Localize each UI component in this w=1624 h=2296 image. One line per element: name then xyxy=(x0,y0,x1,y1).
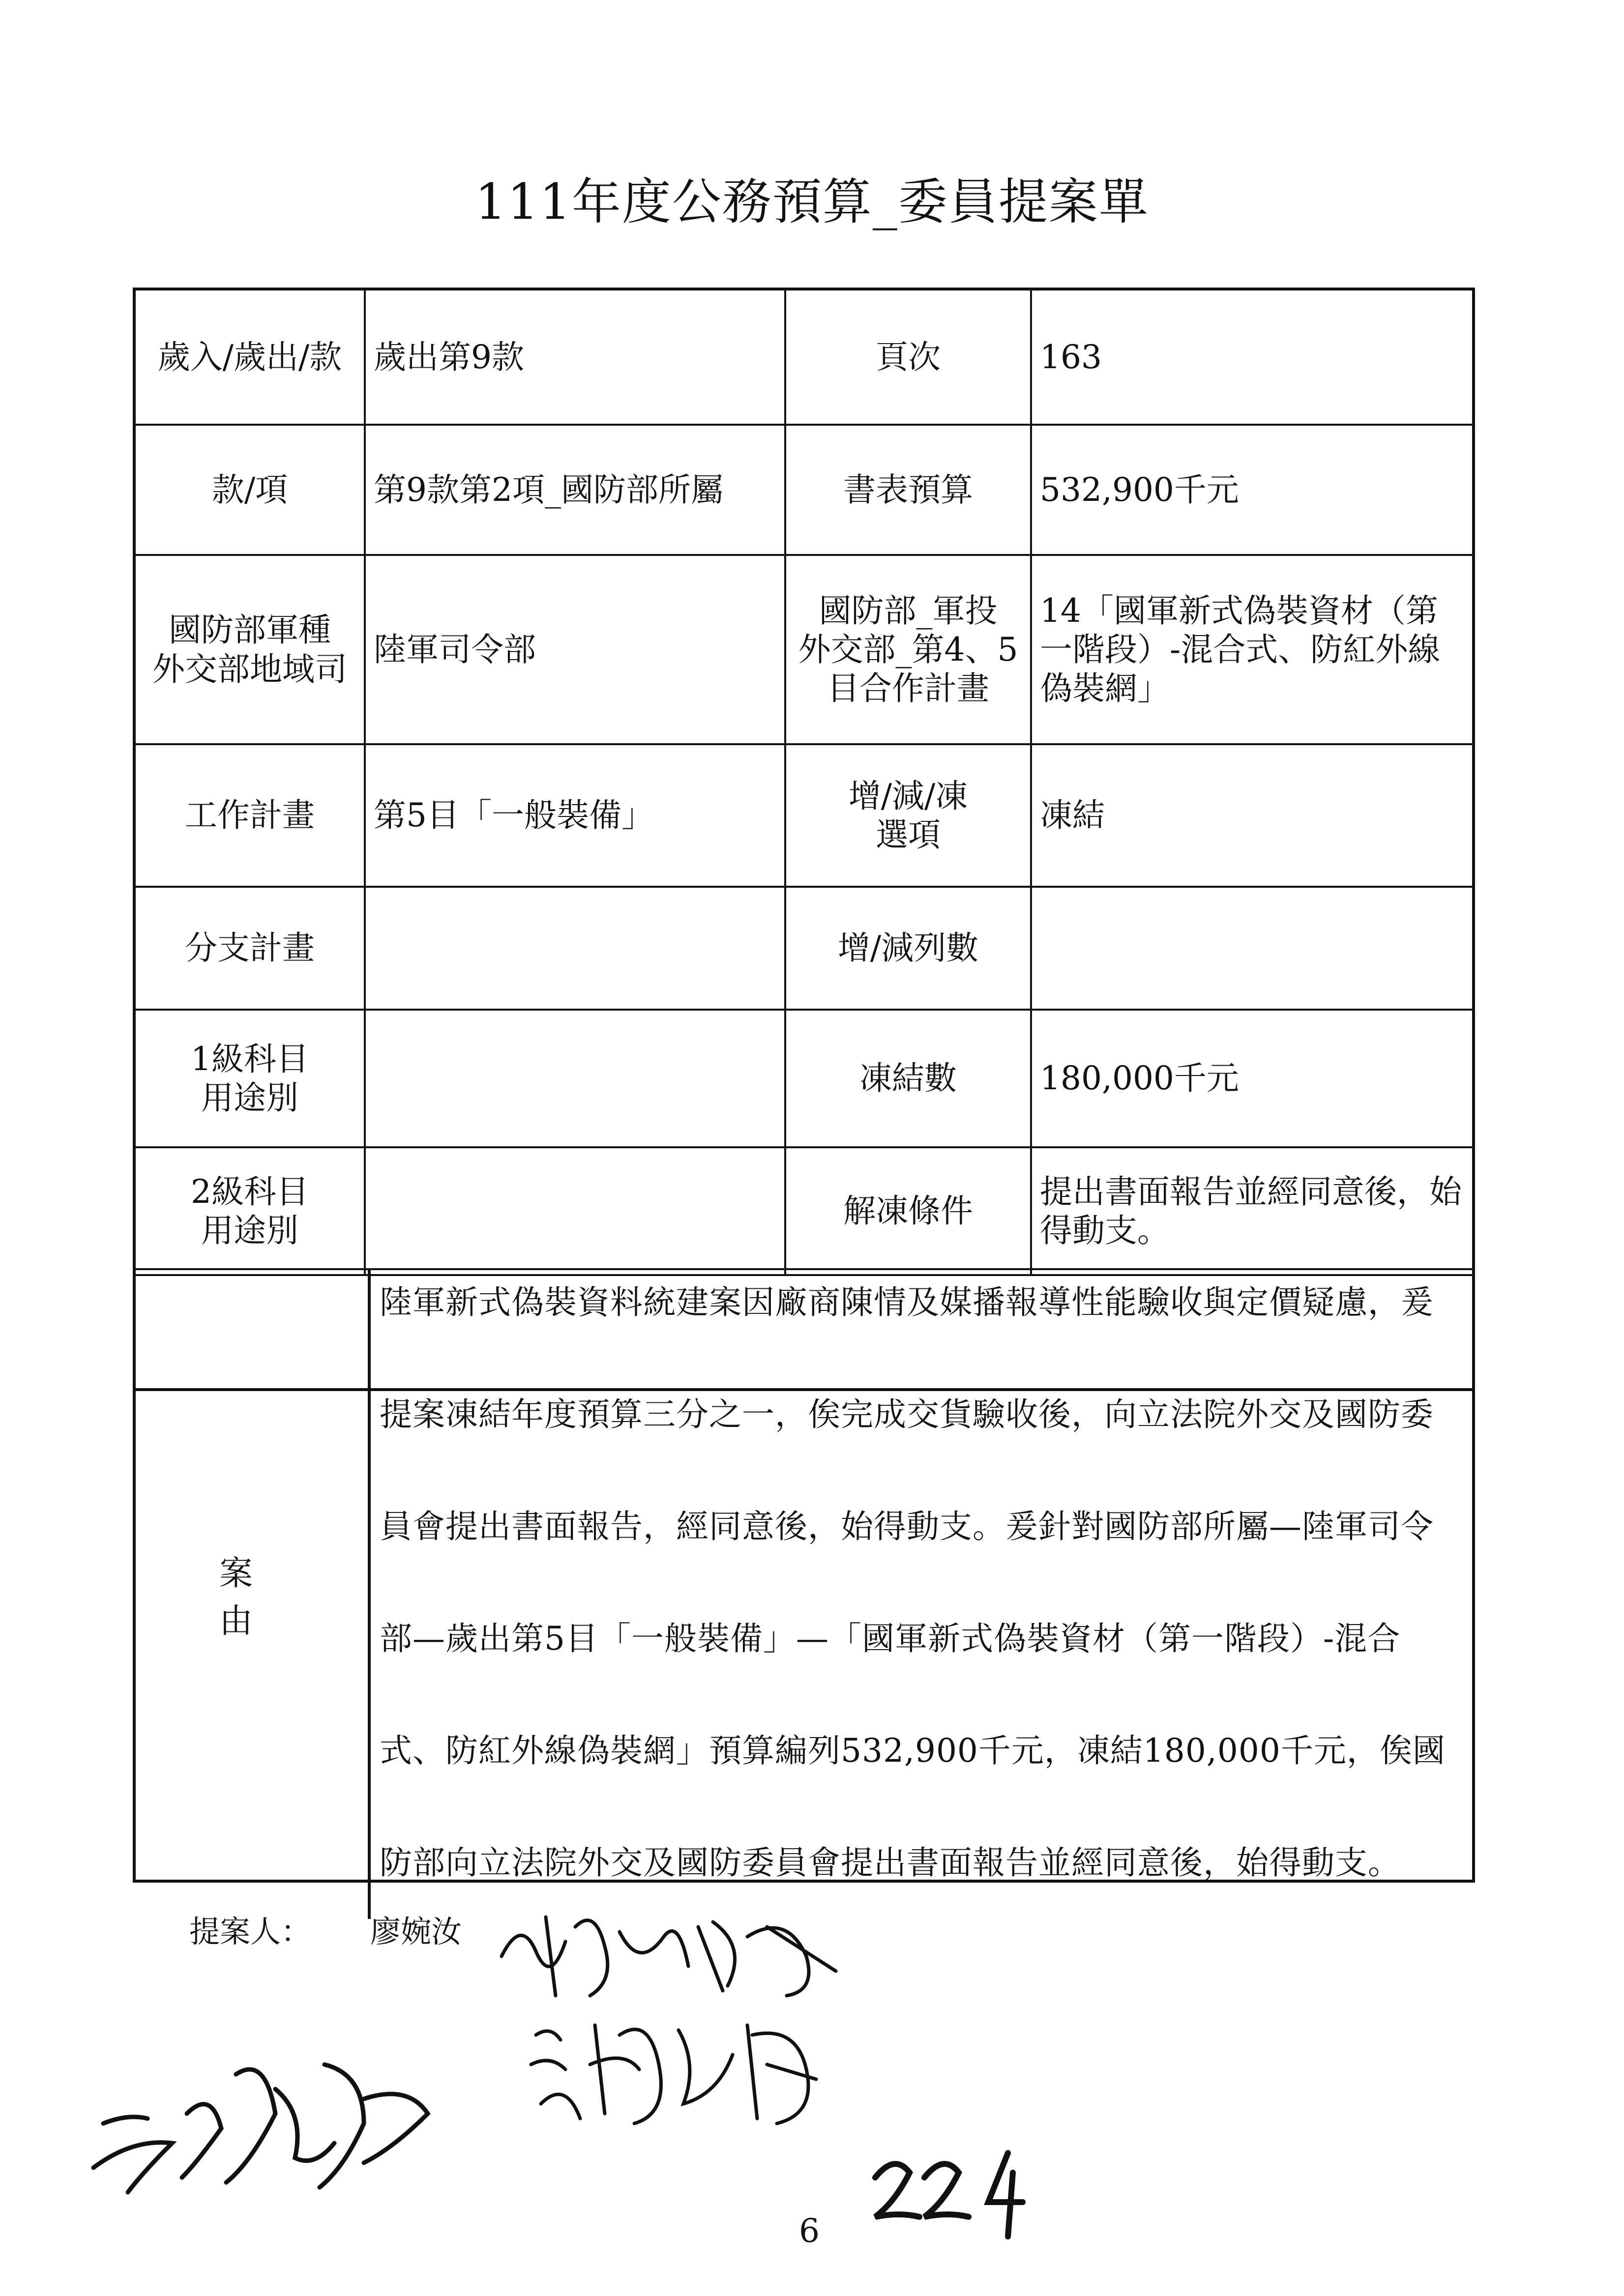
value-work-plan: 第5目「一般裝備」 xyxy=(366,745,786,888)
handwritten-number xyxy=(865,2143,1033,2243)
value-level1-subject xyxy=(366,1011,786,1148)
label-statement-budget: 書表預算 xyxy=(786,426,1032,556)
label-branch-plan: 分支計畫 xyxy=(136,888,366,1011)
value-section: 第9款第2項_國防部所屬 xyxy=(366,426,786,556)
value-cooperation-plan: 14「國軍新式偽裝資材（第一階段）-混合式、防紅外線偽裝網」 xyxy=(1032,556,1472,745)
reason-text: 陸軍新式偽裝資料統建案因廠商陳情及媒播報導性能驗收與定價疑慮，爰提案凍結年度預算三分之一，俟完成交貨驗收後，向立法院外交及國防委員會提出書面報告，經同意後，始得動支。爰針對國防部所屬—陸軍司令部—歲出第5目「一般裝備」—「國軍新式偽裝資材（第一階段）-混合式、防紅外線偽裝網」預算編列532,900千元，凍結180,000千元，俟國防部向立法院外交及國防委員會提出書面報告並經同意後，始得動支。 xyxy=(380,1283,1446,1882)
signature-1 xyxy=(492,1897,846,2010)
label-section: 款/項 xyxy=(136,426,366,556)
value-page: 163 xyxy=(1032,291,1472,426)
value-adjust-option: 凍結 xyxy=(1032,745,1472,888)
label-work-plan: 工作計畫 xyxy=(136,745,366,888)
proposal-form-table xyxy=(133,288,1475,1391)
value-branch-plan xyxy=(366,888,786,1011)
label-adjust-option: 增/減/凍 選項 xyxy=(786,745,1032,888)
page-number: 6 xyxy=(799,2212,820,2250)
value-frozen-amount: 180,000千元 xyxy=(1032,1011,1472,1148)
label-unfreeze-condition: 解凍條件 xyxy=(786,1148,1032,1276)
label-frozen-amount: 凍結數 xyxy=(786,1011,1032,1148)
reason-label: 案由 xyxy=(136,1270,371,1919)
value-unfreeze-condition: 提出書面報告並經同意後，始得動支。 xyxy=(1032,1148,1472,1276)
reason-section xyxy=(133,1268,1475,1883)
label-budget-type: 歲入/歲出/款 xyxy=(136,291,366,426)
signature-2 xyxy=(521,2005,836,2133)
proposer-name: 廖婉汝 xyxy=(370,1914,462,1949)
form-title: 111年度公務預算_委員提案單 xyxy=(475,173,1149,231)
label-page: 頁次 xyxy=(786,291,1032,426)
value-adjust-amount xyxy=(1032,888,1472,1011)
value-budget-type: 歲出第9款 xyxy=(366,291,786,426)
proposer-line xyxy=(189,1907,462,1951)
label-adjust-amount: 增/減列數 xyxy=(786,888,1032,1011)
proposer-label: 提案人： xyxy=(189,1914,312,1949)
label-branch-region: 國防部軍種 外交部地域司 xyxy=(136,556,366,745)
label-cooperation-plan: 國防部_軍投 外交部_第4、5 目合作計畫 xyxy=(786,556,1032,745)
label-level2-subject: 2級科目 用途別 xyxy=(136,1148,366,1276)
value-branch-region: 陸軍司令部 xyxy=(366,556,786,745)
label-level1-subject: 1級科目 用途別 xyxy=(136,1011,366,1148)
value-statement-budget: 532,900千元 xyxy=(1032,426,1472,556)
signature-3 xyxy=(89,2045,443,2207)
